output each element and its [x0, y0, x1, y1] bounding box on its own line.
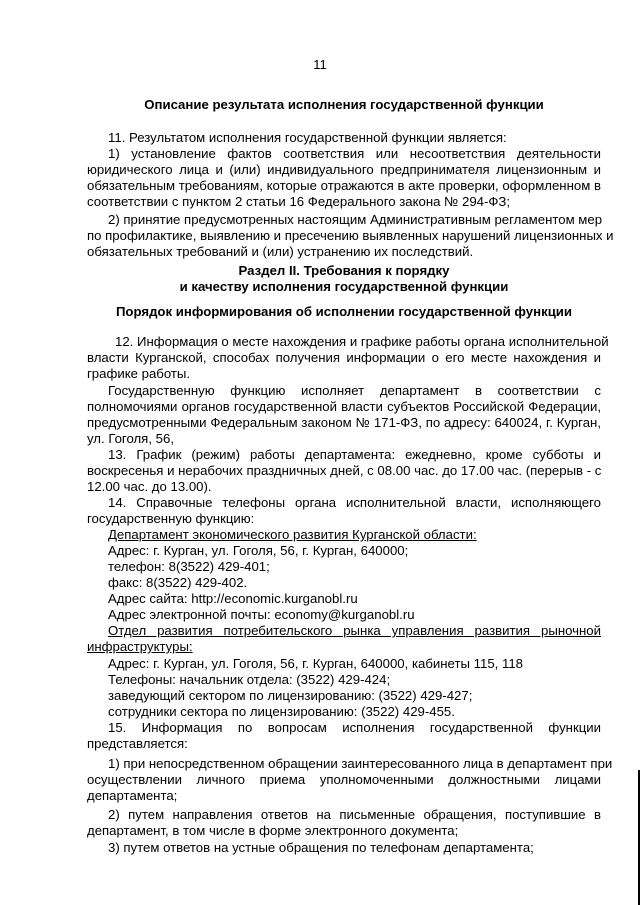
otdel-phone-head: Телефоны: начальник отдела: (3522) 429-424; — [108, 672, 391, 687]
otdel-name-cont: инфраструктуры: — [87, 639, 193, 654]
paragraph-12-line: 12. Информация о месте нахождения и графике работы органа исполнительной — [115, 334, 609, 349]
paragraph-12-line: полномочиями органов государственной власти субъектов Российской Федерации, — [87, 399, 601, 414]
heading-informing: Порядок информирования об исполнении государственной функции — [115, 304, 573, 319]
paragraph-11-line: 11. Результатом исполнения государственной функции является: — [108, 130, 507, 145]
paragraph-11-line: обязательных требований и (или) устранению их последствий. — [87, 244, 474, 259]
paragraph-13-line: воскресенья и нерабочих праздничных дней, с 08.00 час. до 17.00 час. (перерыв - с — [87, 463, 602, 478]
paragraph-12-line: власти Курганской, способах получения информации о его месте нахождения и — [87, 350, 601, 365]
paragraph-13-line: 12.00 час. до 13.00). — [87, 479, 212, 494]
paragraph-11-line: юридического лица и (или) индивидуального предпринимателя лицензионным и — [87, 162, 601, 177]
otdel-phone-sector: заведующий сектором по лицензированию: (3522) 429-427; — [108, 688, 473, 703]
paragraph-11-line: 1) установление фактов соответствия или несоответствия деятельности — [108, 146, 601, 161]
dept-name: Департамент экономического развития Курганской области: — [108, 527, 477, 542]
paragraph-12-line: графике работы. — [87, 366, 191, 381]
paragraph-14-line: государственную функцию: — [87, 511, 255, 526]
dept-fax: факс: 8(3522) 429-402. — [108, 575, 248, 590]
paragraph-15-line: департамента; — [87, 788, 178, 803]
paragraph-15-line: 2) путем направления ответов на письменные обращения, поступившие в — [108, 807, 601, 822]
paragraph-15-line: 1) при непосредственном обращении заинтересованного лица в департамент при — [108, 756, 613, 771]
dept-address: Адрес: г. Курган, ул. Гоголя, 56, г. Курган, 640000; — [108, 543, 409, 558]
paragraph-15-line: департамент, в том числе в форме электронного документа; — [87, 823, 459, 838]
paragraph-15-line: осуществлении личного приема уполномоченными должностными лицами — [87, 772, 601, 787]
dept-site: Адрес сайта: http://economic.kurganobl.ru — [108, 591, 358, 606]
paragraph-15-line: 3) путем ответов на устные обращения по телефонам департамента; — [108, 840, 534, 855]
dept-phone: телефон: 8(3522) 429-401; — [108, 559, 270, 574]
paragraph-15-line: 15. Информация по вопросам исполнения государственной функции — [108, 720, 601, 735]
dept-email: Адрес электронной почты: economy@kurganobl.ru — [108, 607, 415, 622]
otdel-name: Отдел развития потребительского рынка управления развития рыночной — [108, 623, 601, 638]
paragraph-11-line: 2) принятие предусмотренных настоящим Административным регламентом мер — [108, 212, 603, 227]
section-title: и качеству исполнения государственной функции — [179, 279, 509, 294]
paragraph-11-line: обязательным требованиям, которые отражаются в акте проверки, оформленном в — [87, 178, 601, 193]
page-number: 11 — [313, 57, 327, 72]
paragraph-12-line: предусмотренными Федеральным законом № 171-ФЗ, по адресу: 640024, г. Курган, — [87, 415, 601, 430]
paragraph-11-line: по профилактике, выявлению и пресечению выявленных нарушений лицензионных и — [87, 228, 614, 243]
paragraph-13-line: 13. График (режим) работы департамента: ежедневно, кроме субботы и — [108, 447, 601, 462]
section-title: Раздел II. Требования к порядку — [238, 263, 450, 278]
otdel-phone-staff: сотрудники сектора по лицензированию: (3522) 429-455. — [108, 704, 455, 719]
paragraph-11-line: соответствии с пунктом 2 статьи 16 Федерального закона № 294-ФЗ; — [87, 194, 511, 209]
paragraph-14-line: 14. Справочные телефоны органа исполнительной власти, исполняющего — [108, 495, 601, 510]
paragraph-12-line: ул. Гоголя, 56, — [87, 431, 174, 446]
otdel-address: Адрес: г. Курган, ул. Гоголя, 56, г. Курган, 640000, кабинеты 115, 118 — [108, 656, 524, 671]
paragraph-15-line: представляется: — [87, 736, 188, 751]
heading-result: Описание результата исполнения государственной функции — [144, 97, 544, 112]
paragraph-12-line: Государственную функцию исполняет департамент в соответствии с — [108, 383, 601, 398]
